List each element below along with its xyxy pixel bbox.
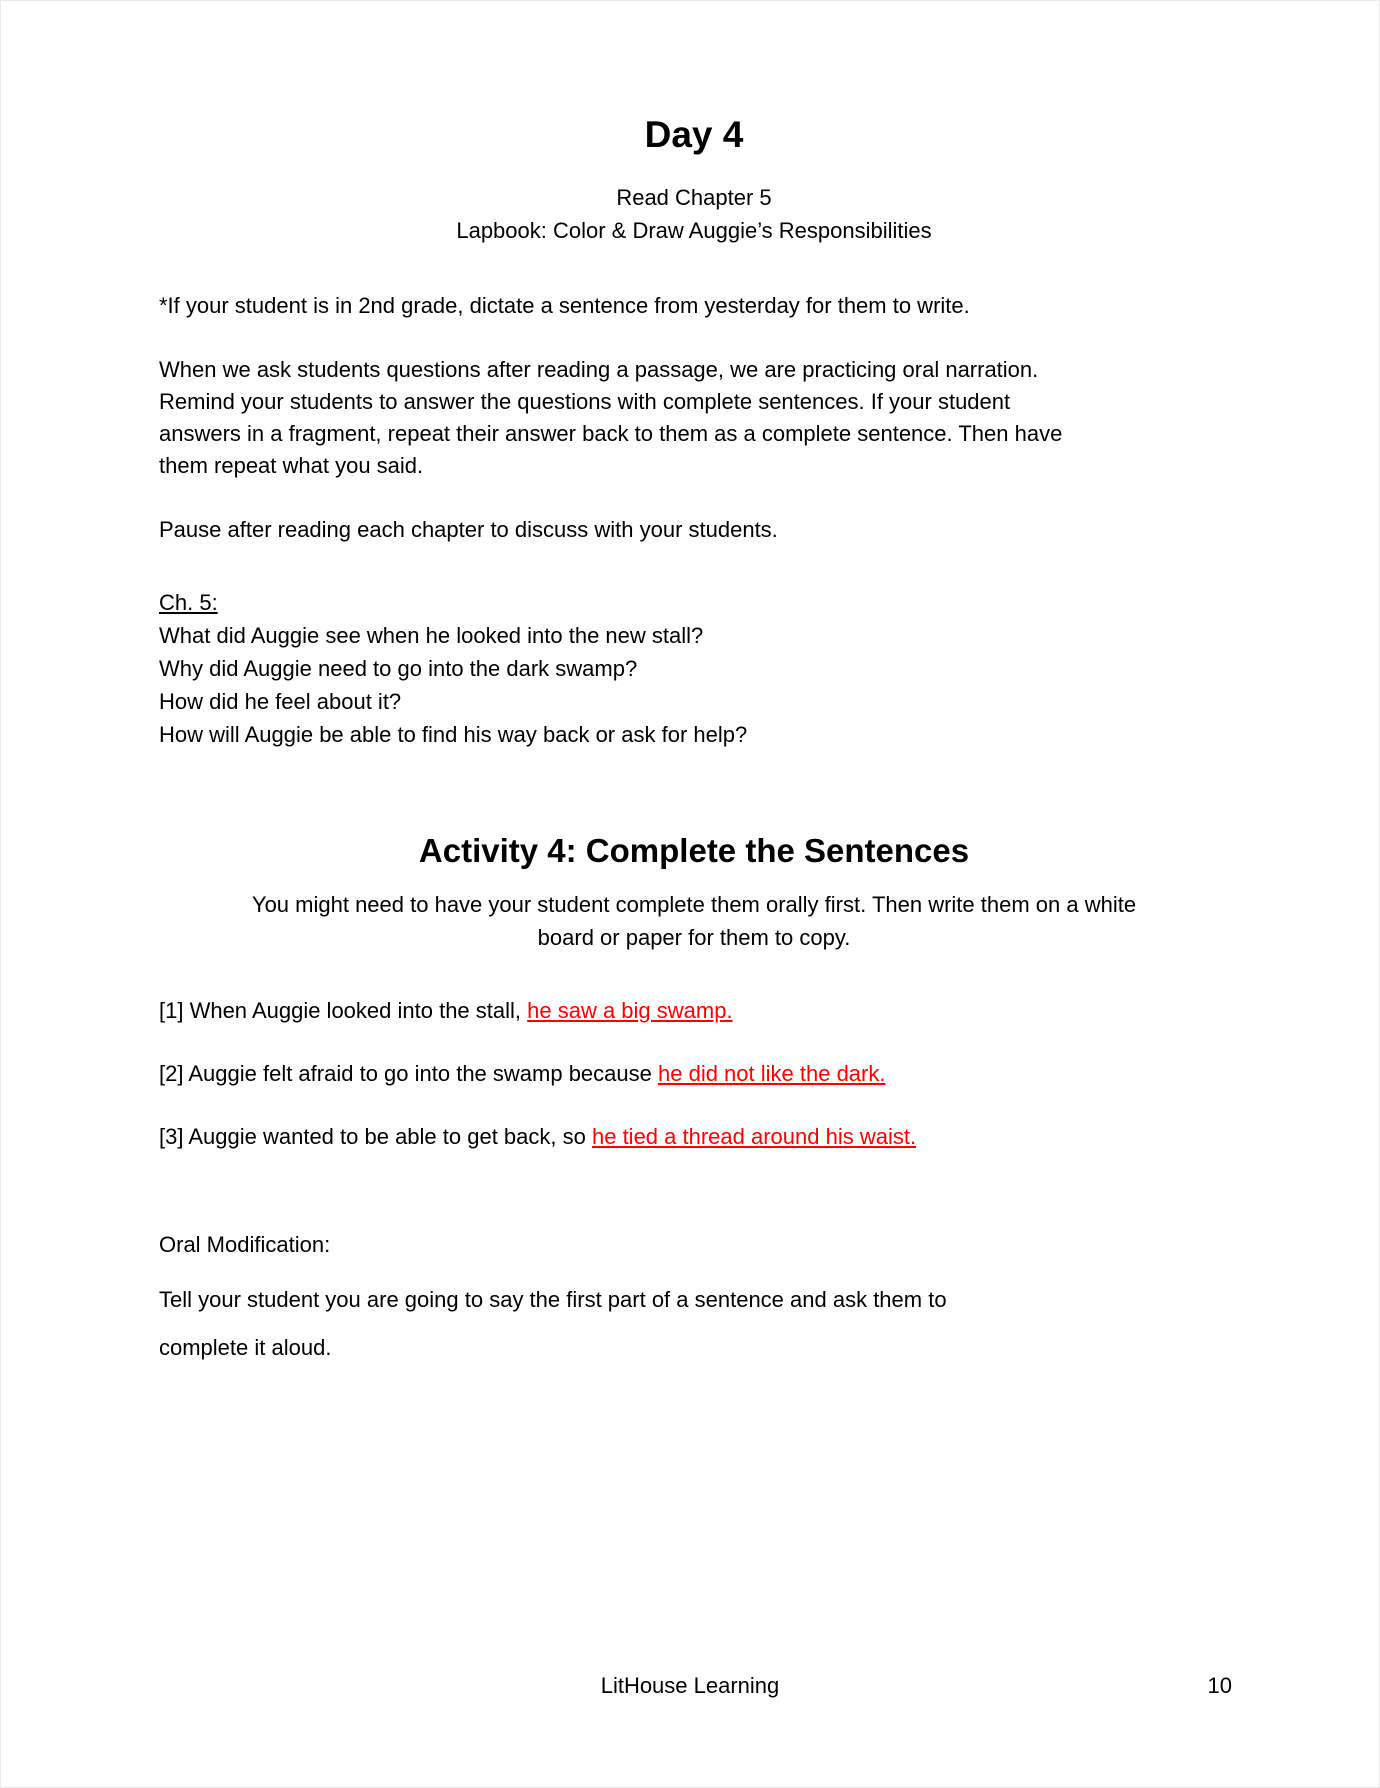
complete-sentence-2: [159, 1057, 1229, 1090]
page-content: [1, 1, 1379, 1372]
pause-note: Pause after reading each chapter to discuss with your students.: [159, 517, 778, 542]
sentence-answer: he tied a thread around his waist.: [591, 1124, 917, 1149]
oral-modification-heading: Oral Modification:: [159, 1232, 331, 1257]
chapter-question: How did he feel about it?: [159, 689, 402, 714]
narration-line: When we ask students questions after reading a passage, we are practicing oral narration.: [159, 357, 1039, 382]
narration-line: them repeat what you said.: [159, 453, 424, 478]
activity-heading: Activity 4: Complete the Sentences: [418, 832, 970, 869]
day-subtitle: [159, 181, 1229, 247]
sentence-prefix: [1] When Auggie looked into the stall,: [159, 998, 528, 1023]
activity-instructions: [159, 888, 1229, 954]
narration-paragraph: [159, 354, 1229, 482]
footer-page-number: 10: [1207, 1673, 1232, 1698]
page-footer: [1, 1669, 1379, 1709]
oral-modification-line: complete it aloud.: [159, 1335, 332, 1360]
subtitle-read-chapter: Read Chapter 5: [616, 185, 772, 210]
narration-line: Remind your students to answer the questions with complete sentences. If your student: [159, 389, 1011, 414]
sentence-answer: he did not like the dark.: [658, 1061, 886, 1086]
instruction-line: board or paper for them to copy.: [537, 925, 851, 950]
chapter-questions-section: [159, 586, 1229, 751]
complete-sentence-1: [159, 994, 1229, 1027]
footer-brand: LitHouse Learning: [600, 1673, 780, 1698]
chapter-question: Why did Auggie need to go into the dark swamp?: [159, 656, 638, 681]
dictation-note: *If your student is in 2nd grade, dictate a sentence from yesterday for them to write.: [159, 293, 970, 318]
complete-sentence-3: [159, 1120, 1229, 1153]
oral-modification-body: [159, 1276, 1229, 1372]
sentence-answer: he saw a big swamp.: [527, 998, 733, 1023]
narration-line: answers in a fragment, repeat their answer back to them as a complete sentence. Then have: [159, 421, 1063, 446]
oral-modification-line: Tell your student you are going to say the first part of a sentence and ask them to: [159, 1287, 947, 1312]
sentence-prefix: [2] Auggie felt afraid to go into the swamp because: [159, 1061, 658, 1086]
instruction-line: You might need to have your student complete them orally first. Then write them on a white: [251, 892, 1137, 917]
chapter-heading: Ch. 5:: [159, 590, 218, 615]
subtitle-lapbook: Lapbook: Color & Draw Auggie’s Responsibilities: [456, 218, 932, 243]
chapter-question: How will Auggie be able to find his way back or ask for help?: [159, 722, 748, 747]
chapter-question: What did Auggie see when he looked into the new stall?: [159, 623, 704, 648]
sentence-prefix: [3] Auggie wanted to be able to get back, so: [159, 1124, 592, 1149]
day-title: Day 4: [644, 114, 744, 155]
